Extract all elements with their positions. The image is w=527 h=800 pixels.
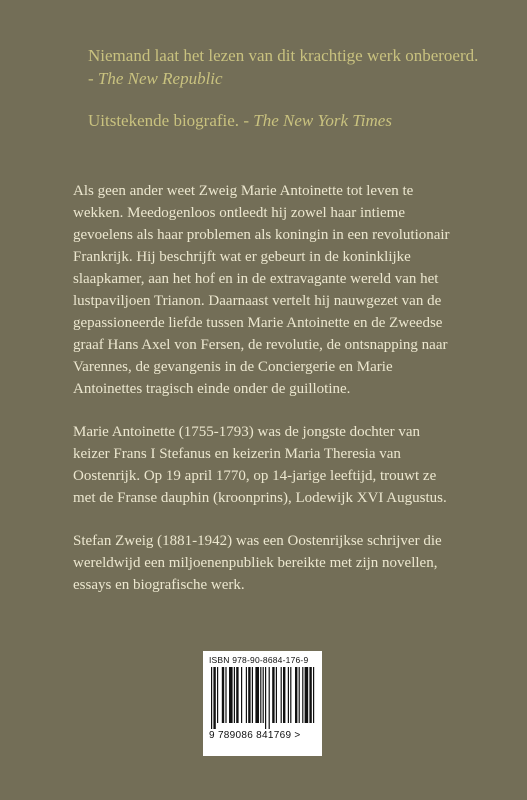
barcode-bar [272,667,274,723]
barcode-bar [313,667,314,723]
blurb-paragraph: Stefan Zweig (1881-1942) was een Oostenrijkse schrijver die wereldwijd een miljoenenpubliek bereikte met zijn novellen, essays en biografische werk. [73,533,442,593]
barcode-bar [234,667,235,723]
barcode-bar [248,667,250,723]
barcode-bar [288,667,289,723]
quote-source: The New York Times [253,111,392,130]
barcode-bar [213,667,215,729]
barcode-bar [246,667,247,723]
barcode-bar [263,667,264,723]
barcode-bar [255,667,259,723]
barcode-bar [260,667,261,723]
isbn-label: ISBN 978-90-8684-176-9 [209,655,309,665]
review-quotes [88,44,488,151]
review-quote [88,44,488,90]
barcode-bars [209,667,316,729]
barcode-bar [269,667,270,729]
blurb-paragraph: Als geen ander weet Zweig Marie Antoinette tot leven te wekken. Meedogenloos ontleedt hij zowel haar intieme gevoelens als haar problemen als koningin in een revolutionair Frankrijk. Hij beschrijft wat er gebeurt in de koninklijke slaapkamer, aan het hof en in de extravagante wereld van het lustpaviljoen Trianon. Daarnaast vertelt hij nauwgezet van de gepassioneerde liefde tussen Marie Antoinette en de Zweedse graaf Hans Axel von Fersen, de revolutie, de ontsnapping naar Varennes, de gevangenis in de Conciergerie en Marie Antoinettes tragisch einde onder de guillotine. [73,183,450,397]
barcode-bar [211,667,212,729]
barcode-bar [309,667,311,723]
isbn-barcode [203,651,322,756]
barcode-bar [283,667,285,723]
barcode-bar [302,667,303,723]
review-quote [88,109,488,132]
barcode-bar [241,667,242,723]
barcode-bar [295,667,297,723]
barcode-bar [281,667,282,723]
barcode-digits: 9 789086 841769 > [209,730,301,741]
barcode-bar [217,667,218,723]
barcode-bar [225,667,226,723]
barcode-bar [252,667,253,723]
barcode-bar [222,667,224,723]
barcode-bar [299,667,300,723]
barcode-bar [276,667,277,723]
barcode-bar [265,667,266,729]
blurb [73,180,459,617]
quote-separator: - [239,111,254,130]
blurb-paragraph: Marie Antoinette (1755-1793) was de jongste dochter van keizer Frans I Stefanus en keizerin Maria Theresia van Oostenrijk. Op 19 april 1770, op 14-jarige leeftijd, trouwt ze met de Franse dauphin (kroonprins), Lodewijk XVI Augustus. [73,424,447,506]
barcode-bar [290,667,291,723]
quote-text: Niemand laat het lezen van dit krachtige werk onberoerd. [88,46,479,65]
quote-separator: - [88,69,98,88]
barcode-bar [305,667,309,723]
quote-text: Uitstekende biografie. [88,111,240,130]
barcode-bar [236,667,238,723]
quote-source: The New Republic [97,69,223,88]
barcode-bar [229,667,233,723]
